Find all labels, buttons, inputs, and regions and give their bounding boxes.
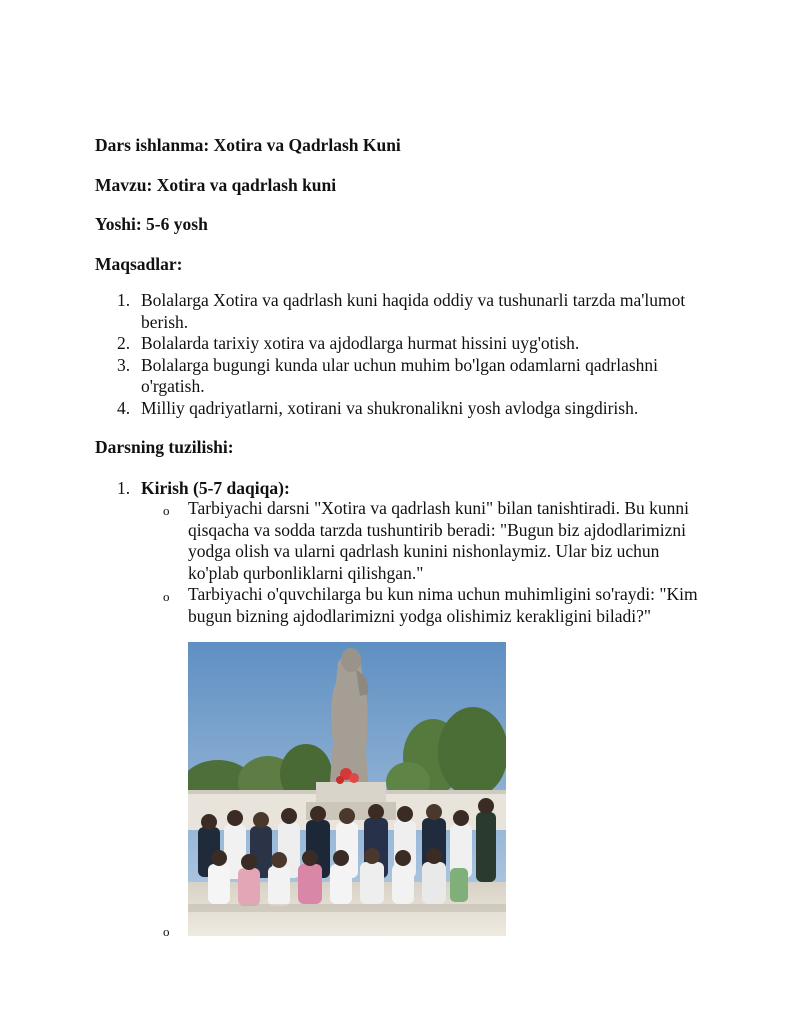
goals-list (95, 290, 715, 419)
list-number: 3. (117, 354, 131, 375)
structure-item-title: Kirish (5-7 daqiqa): (141, 478, 290, 498)
bullet-marker: o (163, 589, 170, 604)
list-number: 1. (117, 290, 131, 310)
list-number: 2. (117, 333, 131, 353)
list-text: Bolalarga Xotira va qadrlash kuni haqida oddiy va tushunarli tarzda ma'lumot berish. (141, 290, 686, 332)
list-text: Tarbiyachi o'quvchilarga bu kun nima uchun muhimligini so'raydi: "Kim bugun bizning ajdodlarimizni yodga olishimiz kerakligini biladi?" (188, 584, 698, 626)
list-item (95, 398, 715, 420)
bullet-marker: o (163, 503, 170, 518)
list-item (95, 498, 705, 584)
list-number: 4. (117, 397, 131, 418)
bullet-marker: o (163, 924, 170, 939)
list-text: Tarbiyachi darsni "Xotira va qadrlash kuni" bilan tanishtiradi. Bu kunni qisqacha va sodda tarzda tushuntirib beradi: "Bugun biz ajdodlarimizni yodga olish va ularni qadrlash kunini nishonlaymiz. Ular biz uchun ko'plab qurbonliklarni qilishgan." (188, 498, 690, 583)
list-text: Milliy qadriyatlarni, xotirani va shukronalikni yosh avlodga singdirish. (141, 397, 639, 418)
list-number: 1. (117, 478, 131, 498)
sub-bullet-list (95, 498, 705, 627)
list-item (95, 355, 715, 398)
age-heading: Yoshi: 5-6 yosh (95, 214, 208, 234)
list-text: Bolalarda tarixiy xotira va ajdodlarga hurmat hissini uyg'otish. (141, 333, 580, 353)
structure-heading: Darsning tuzilishi: (95, 437, 234, 457)
goals-heading: Maqsadlar: (95, 254, 183, 274)
list-item (95, 290, 715, 333)
list-item (95, 333, 715, 355)
document-title: Dars ishlanma: Xotira va Qadrlash Kuni (95, 135, 401, 155)
topic-heading: Mavzu: Xotira va qadrlash kuni (95, 175, 337, 195)
list-text: Bolalarga bugungi kunda ular uchun muhim bo'lgan odamlarni qadrlashni o'rgatish. (141, 354, 659, 396)
memorial-group-photo (188, 642, 506, 936)
list-item (95, 584, 705, 627)
